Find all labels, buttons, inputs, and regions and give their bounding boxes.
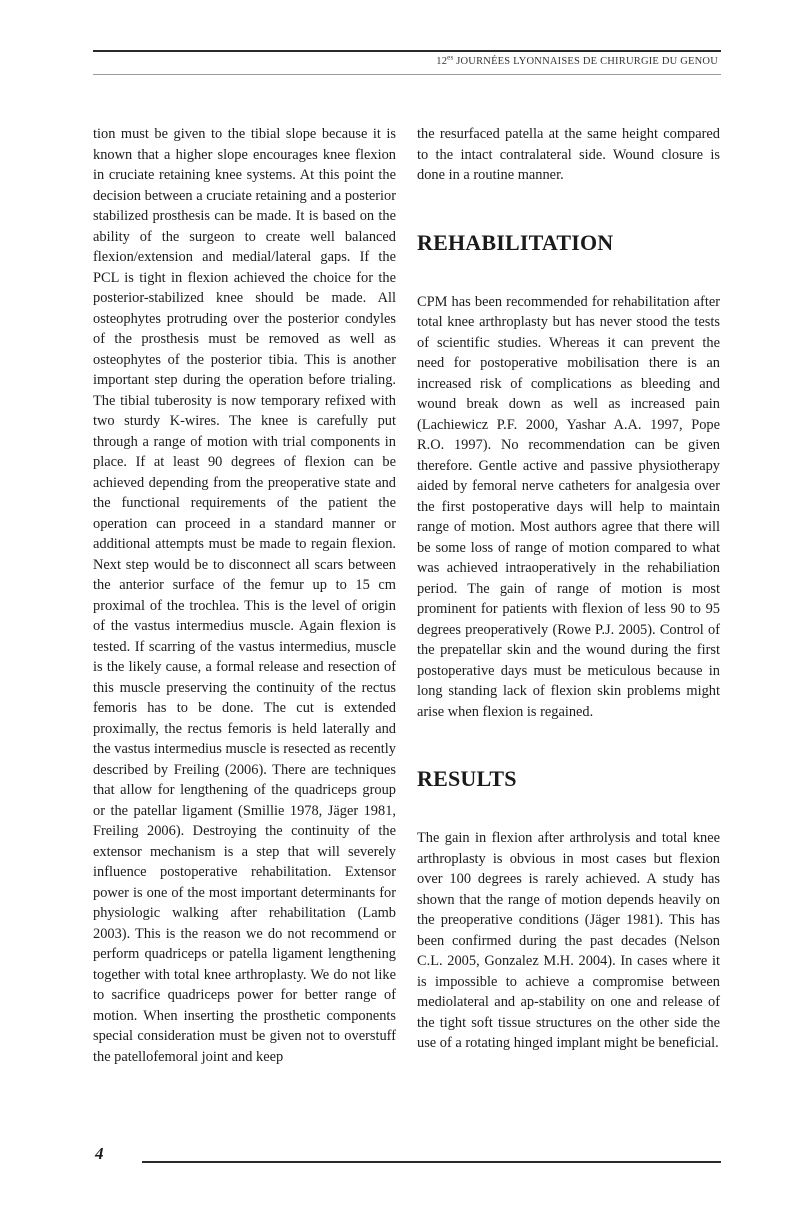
header-ordinal-suffix: es	[447, 53, 454, 62]
left-column	[93, 124, 396, 1067]
results-paragraph: The gain in flexion after arthrolysis and total knee arthroplasty is obvious in most cases but flexion over 100 degrees is rarely achieved. A study has shown that the range of motion depends heavily on the preoperative conditions (Jäger 1981). This has been confirmed during the past decades (Nelson C.L. 2005, Gonzalez M.H. 2004). In cases where it is impossible to achieve a compromise between mediolateral and ap-stability on one and release of the tight soft tissue structures on the other side the use of a rotating hinged implant might be beneficial.	[417, 830, 720, 1051]
header-top-rule	[93, 50, 721, 52]
rehabilitation-paragraph: CPM has been recommended for rehabilitation after total knee arthroplasty but has never stood the tests of scientific studies. Whereas it can prevent the need for postoperative mobilisation there is an increased risk of complications as bleeding and wound break down as well as increased pain (Lachiewicz P.F. 2000, Yashar A.A. 1997, Pope R.O. 1997). No recommendation can be given therefore. Gentle active and passive physiotherapy aided by femoral nerve catheters for analgesia over the first postoperative days will help to maintain range of motion. Most authors agree that there will be some loss of range of motion compared to what was achieved intraoperatively in the rehabiliation period. The gain of range of motion is most prominent for patients with flexion of less 90 to 95 degrees preoperatively (Rowe P.J. 2005). Control of the prepatellar skin and the wound during the first postoperative days must be meticulous because in long standing lack of flexion skin problems might arise when flexion is regained.	[417, 293, 720, 720]
rehabilitation-heading: REHABILITATION	[417, 229, 614, 255]
left-column-paragraph: tion must be given to the tibial slope because it is known that a higher slope encourages knee flexion in cruciate retaining knee systems. At this point the decision between a cruciate retaining and a posterior stabilized prosthesis can be made. It is based on the ability of the surgeon to create well balanced flexion/extension and medial/lateral gaps. If the PCL is tight in flexion achieved the choice for the posterior-stabilized knee should be made. All osteophytes protruding over the posterior condyles of the prosthesis must be removed as well as osteophytes of the posterior tibia. This is another important step during the operation before trialing. The tibial tuberosity is now temporary refixed with two sturdy K-wires. The knee is carefully put through a range of motion with trial components in place. If at least 90 degrees of flexion can be achieved depending from the preoperative state and the functional requirements of the patient the operation can proceed in a standard manner or additional attempts must be made to regain flexion. Next step would be to disconnect all scars between the anterior surface of the femur up to 15 cm proximal of the trochlea. This is the level of origin of the vastus intermedius muscle. Again flexion is tested. If scarring of the vastus intermedius, muscle is the likely cause, a formal release and resection of this muscle preserving the continuity of the rectus femoris has to be done. The cut is extended proximally, the rectus femoris is held laterally and the vastus intermedius muscle is resected as recently described by Freiling (2006). There are techniques that allow for lengthening of the quadriceps group or the patellar ligament (Smillie 1978, Jäger 1981, Freiling 2006). Destroying the continuity of the extensor mechanism is a step that will severely influence postoperative rehabilitation. Extensor power is one of the most important determinants for physiologic walking after rehabilitation (Lamb 2003). This is the reason we do not recommend or perform quadriceps or patella ligament lengthening together with total knee arthroplasty. We do not like to sacrifice quadriceps power for better range of motion. When inserting the prosthetic components special consideration must be given not to overstuff the patellofemoral joint and keep	[93, 126, 396, 1065]
results-heading: RESULTS	[417, 766, 517, 791]
footer-rule	[142, 1161, 721, 1163]
running-header	[93, 53, 718, 67]
page-number: 4	[95, 1144, 104, 1163]
header-bottom-rule	[93, 74, 721, 75]
header-journal-title: JOURNÉES LYONNAISES DE CHIRURGIE DU GENOU	[453, 56, 718, 67]
header-ordinal-number: 12	[436, 56, 448, 67]
right-column	[417, 124, 720, 1054]
intro-paragraph: the resurfaced patella at the same height compared to the intact contralateral side. Wound closure is done in a routine manner.	[417, 126, 720, 183]
